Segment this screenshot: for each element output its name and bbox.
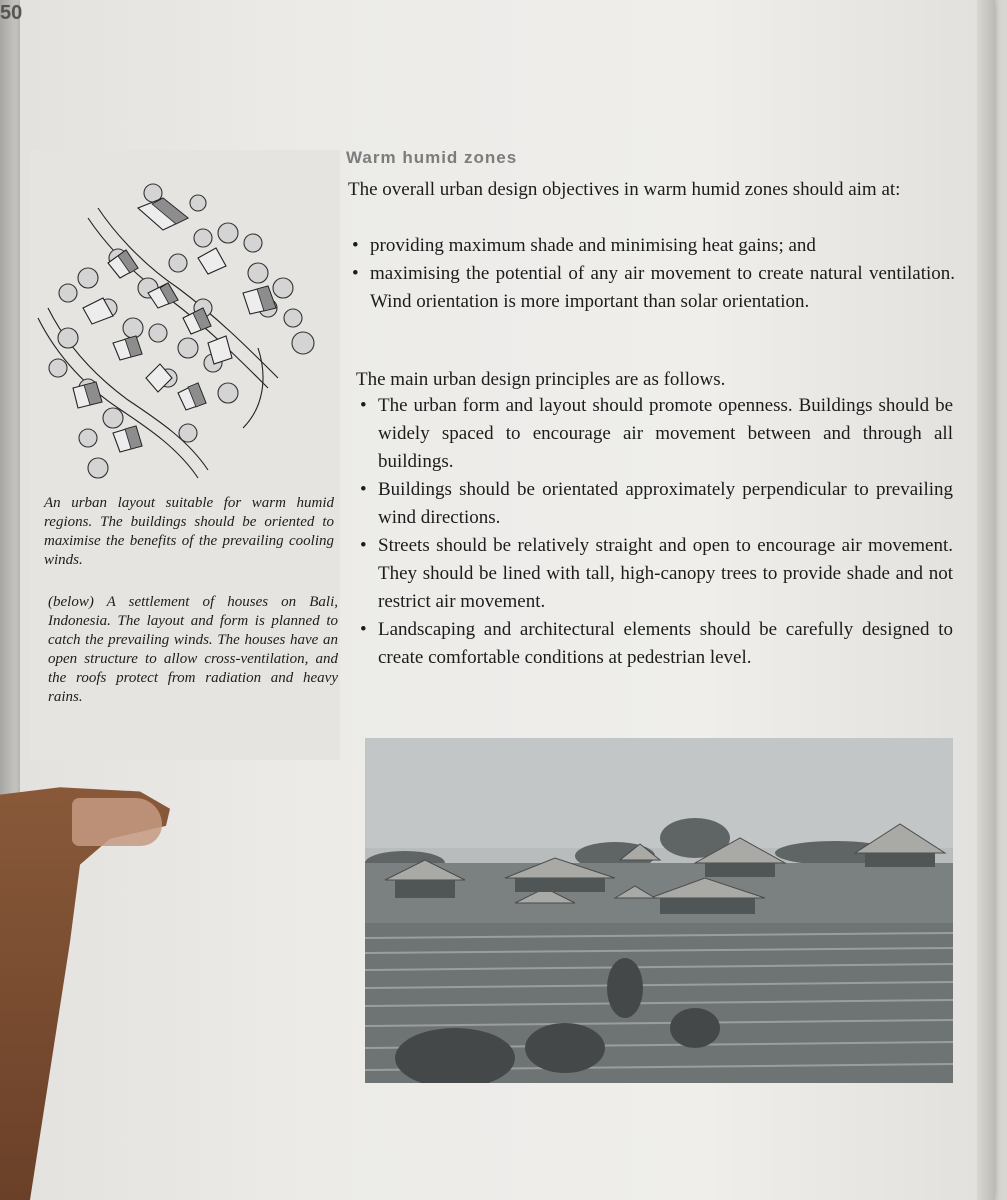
principles-list xyxy=(358,392,953,672)
objective-item: • providing maximum shade and minimising heat gains; and xyxy=(350,232,955,260)
principle-item: • Streets should be relatively straight and open to encourage air movement. They should be lined with tall, high-canopy trees to provide shade and not restrict air movement. xyxy=(358,532,953,616)
bali-settlement-photo xyxy=(365,738,953,1083)
page-number: 50 xyxy=(0,2,23,24)
thumb-nail xyxy=(72,798,162,846)
photo-caption: (below) A settlement of houses on Bali, Indonesia. The layout and form is planned to catch the prevailing winds. The houses have an open structure to allow cross-ventilation, and the roofs protect from radiation and heavy rains. xyxy=(48,594,338,705)
principle-item: • The urban form and layout should promote openness. Buildings should be widely spaced to encourage air movement between and through all buildings. xyxy=(358,392,953,476)
principles-intro: The main urban design principles are as follows. xyxy=(356,369,726,390)
objective-item: • maximising the potential of any air movement to create natural ventilation. Wind orientation is more important than solar orientation. xyxy=(350,260,955,316)
objectives-list xyxy=(350,232,955,316)
section-heading: Warm humid zones xyxy=(346,148,518,167)
intro-paragraph: The overall urban design objectives in warm humid zones should aim at: xyxy=(348,179,901,200)
principle-item: • Landscaping and architectural elements should be carefully designed to create comfortable conditions at pedestrian level. xyxy=(358,616,953,672)
principle-item: • Buildings should be orientated approximately perpendicular to prevailing wind directions. xyxy=(358,476,953,532)
page-right-edge xyxy=(977,0,995,1200)
layout-caption: An urban layout suitable for warm humid regions. The buildings should be oriented to maximise the benefits of the prevailing cooling winds. xyxy=(44,495,334,568)
urban-layout-illustration xyxy=(28,178,328,488)
